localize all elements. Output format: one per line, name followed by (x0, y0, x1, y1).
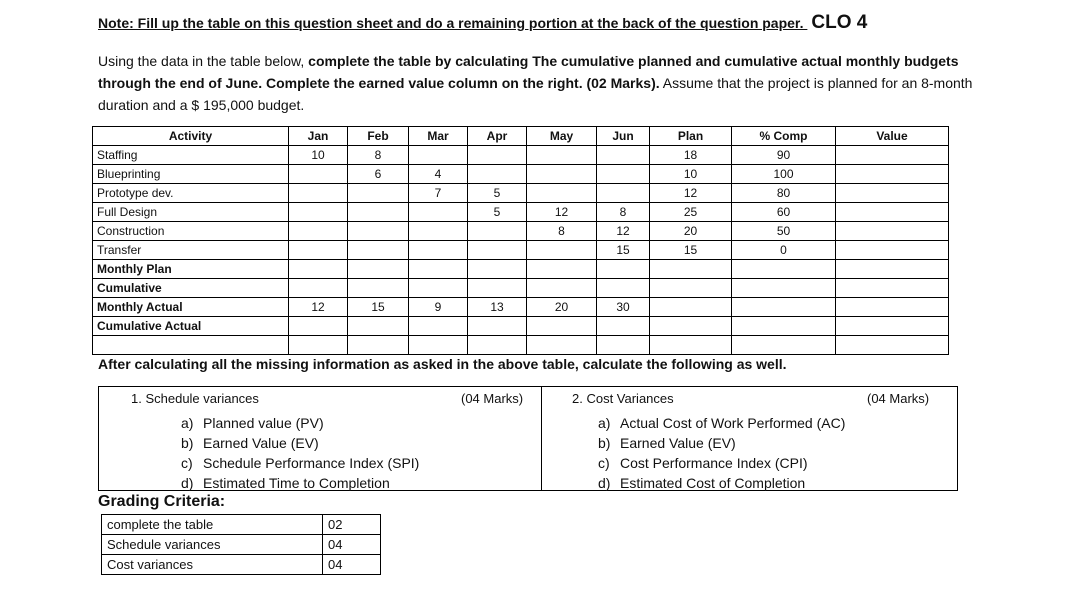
table-cell: 60 (732, 203, 836, 222)
table-cell (409, 241, 468, 260)
table-cell (348, 317, 409, 336)
table-cell (836, 336, 949, 355)
table-cell (348, 222, 409, 241)
table-cell: 50 (732, 222, 836, 241)
table-cell (527, 317, 597, 336)
table-cell: 12 (597, 222, 650, 241)
table-cell (468, 317, 527, 336)
table-cell (527, 184, 597, 203)
table-row (93, 203, 949, 222)
list-item: c) Cost Performance Index (CPI) (598, 455, 808, 471)
row-label (93, 336, 289, 355)
table-cell: 20 (527, 298, 597, 317)
table-cell (732, 279, 836, 298)
table-cell (289, 260, 348, 279)
table-cell (527, 336, 597, 355)
row-label: Prototype dev. (93, 184, 289, 203)
table-cell (836, 317, 949, 336)
table-cell (527, 260, 597, 279)
cost-list (598, 413, 845, 493)
table-row: complete the table 02 (102, 515, 381, 535)
table-cell (836, 279, 949, 298)
table-cell (289, 165, 348, 184)
table-cell (289, 279, 348, 298)
row-label: Cumulative Actual (93, 317, 289, 336)
row-label: Cumulative (93, 279, 289, 298)
table-header-row (93, 127, 949, 146)
table-cell: 30 (597, 298, 650, 317)
table-cell (597, 336, 650, 355)
row-label: Blueprinting (93, 165, 289, 184)
row-label: Monthly Actual (93, 298, 289, 317)
table-row (93, 222, 949, 241)
list-item: d) Estimated Time to Completion (181, 475, 390, 491)
table-cell: 12 (289, 298, 348, 317)
table-cell (289, 241, 348, 260)
table-cell (527, 241, 597, 260)
table-cell (468, 336, 527, 355)
table-cell (527, 279, 597, 298)
table-row: Schedule variances 04 (102, 535, 381, 555)
table-cell (289, 203, 348, 222)
list-item: a) Actual Cost of Work Performed (AC) (598, 415, 846, 431)
table-cell: 12 (527, 203, 597, 222)
cost-title: 2. Cost Variances (572, 391, 674, 406)
table-cell: 12 (650, 184, 732, 203)
table-cell (409, 336, 468, 355)
table-cell (348, 203, 409, 222)
table-cell: 0 (732, 241, 836, 260)
table-cell (836, 222, 949, 241)
table-row (93, 260, 949, 279)
intro-part3: Assume that the project is planned for an 8-month duration and a $ 195,000 budget. (98, 75, 973, 113)
table-cell: 8 (597, 203, 650, 222)
table-cell: 10 (650, 165, 732, 184)
column-header: Apr (468, 127, 527, 146)
schedule-variances-box (98, 386, 542, 491)
schedule-list (181, 413, 419, 493)
table-cell (597, 184, 650, 203)
table-cell (650, 298, 732, 317)
table-cell: 15 (348, 298, 409, 317)
table-cell (409, 203, 468, 222)
row-label: Staffing (93, 146, 289, 165)
table-cell (732, 336, 836, 355)
row-label: Monthly Plan (93, 260, 289, 279)
table-cell (348, 279, 409, 298)
table-cell (597, 165, 650, 184)
table-cell (348, 241, 409, 260)
table-row: Cost variances 04 (102, 555, 381, 575)
intro-paragraph (98, 50, 988, 116)
table-cell (836, 260, 949, 279)
list-item: d) Estimated Cost of Completion (598, 475, 806, 491)
table-cell: 25 (650, 203, 732, 222)
table-cell (836, 203, 949, 222)
table-cell (289, 317, 348, 336)
table-cell (409, 260, 468, 279)
table-cell (650, 317, 732, 336)
list-item: b) Earned Value (EV) (181, 435, 319, 451)
table-row (93, 184, 949, 203)
table-cell (409, 146, 468, 165)
table-cell: 100 (732, 165, 836, 184)
row-label: Construction (93, 222, 289, 241)
table-cell (348, 184, 409, 203)
column-header: Feb (348, 127, 409, 146)
table-cell (289, 222, 348, 241)
table-cell (468, 146, 527, 165)
table-cell (597, 260, 650, 279)
table-cell (468, 222, 527, 241)
clo-label: CLO 4 (811, 12, 868, 33)
table-row (93, 336, 949, 355)
table-cell (597, 317, 650, 336)
note-heading (98, 12, 867, 34)
table-cell (732, 317, 836, 336)
row-label: Transfer (93, 241, 289, 260)
table-cell (650, 336, 732, 355)
table-cell (348, 336, 409, 355)
table-cell: 90 (732, 146, 836, 165)
cost-marks: (04 Marks) (867, 391, 930, 406)
table-row (93, 317, 949, 336)
table-cell: 5 (468, 184, 527, 203)
table-cell: 8 (348, 146, 409, 165)
intro-part1: Using the data in the table below, (98, 53, 309, 69)
table-cell (732, 260, 836, 279)
table-cell: 15 (650, 241, 732, 260)
table-cell (468, 279, 527, 298)
column-header: % Comp (732, 127, 836, 146)
table-cell: 7 (409, 184, 468, 203)
schedule-title: 1. Schedule variances (131, 391, 259, 406)
cost-variances-box (541, 386, 958, 491)
table-cell: 6 (348, 165, 409, 184)
table-cell (836, 241, 949, 260)
column-header: Mar (409, 127, 468, 146)
table-cell (597, 146, 650, 165)
table-cell (650, 279, 732, 298)
list-item: b) Earned Value (EV) (598, 435, 736, 451)
table-cell (836, 146, 949, 165)
column-header: Activity (93, 127, 289, 146)
row-label: Full Design (93, 203, 289, 222)
table-cell (836, 165, 949, 184)
table-cell (527, 146, 597, 165)
table-row (93, 146, 949, 165)
table-cell (650, 260, 732, 279)
table-cell (468, 260, 527, 279)
table-row (93, 165, 949, 184)
grading-table (101, 514, 381, 575)
table-cell (597, 279, 650, 298)
table-cell: 8 (527, 222, 597, 241)
after-instruction: After calculating all the missing information as asked in the above table, calculate the following as well. (98, 356, 787, 372)
table-cell (409, 222, 468, 241)
table-row (93, 241, 949, 260)
column-header: Jan (289, 127, 348, 146)
table-row (93, 279, 949, 298)
grading-title: Grading Criteria: (98, 493, 226, 510)
table-cell (289, 184, 348, 203)
column-header: Jun (597, 127, 650, 146)
table-cell (468, 165, 527, 184)
table-cell: 10 (289, 146, 348, 165)
table-cell (527, 165, 597, 184)
list-item: a) Planned value (PV) (181, 415, 324, 431)
table-cell (348, 260, 409, 279)
list-item: c) Schedule Performance Index (SPI) (181, 455, 420, 471)
budget-table (92, 126, 949, 355)
column-header: Plan (650, 127, 732, 146)
table-cell (732, 298, 836, 317)
table-cell: 80 (732, 184, 836, 203)
table-cell: 20 (650, 222, 732, 241)
table-cell (836, 184, 949, 203)
table-cell: 18 (650, 146, 732, 165)
column-header: Value (836, 127, 949, 146)
table-cell (409, 279, 468, 298)
table-cell (468, 241, 527, 260)
table-cell (289, 336, 348, 355)
column-header: May (527, 127, 597, 146)
note-text: Note: Fill up the table on this question sheet and do a remaining portion at the back of the question paper. (98, 15, 804, 31)
table-cell: 15 (597, 241, 650, 260)
table-cell: 13 (468, 298, 527, 317)
table-cell (409, 317, 468, 336)
table-row (93, 298, 949, 317)
table-cell (836, 298, 949, 317)
table-cell: 9 (409, 298, 468, 317)
table-cell: 4 (409, 165, 468, 184)
table-cell: 5 (468, 203, 527, 222)
schedule-marks: (04 Marks) (461, 391, 524, 406)
intro-part2: complete the table by calculating The cumulative planned and cumulative actual monthly budgets through the end of June. Complete the earned value column on the right. (02 Marks). (98, 53, 959, 91)
